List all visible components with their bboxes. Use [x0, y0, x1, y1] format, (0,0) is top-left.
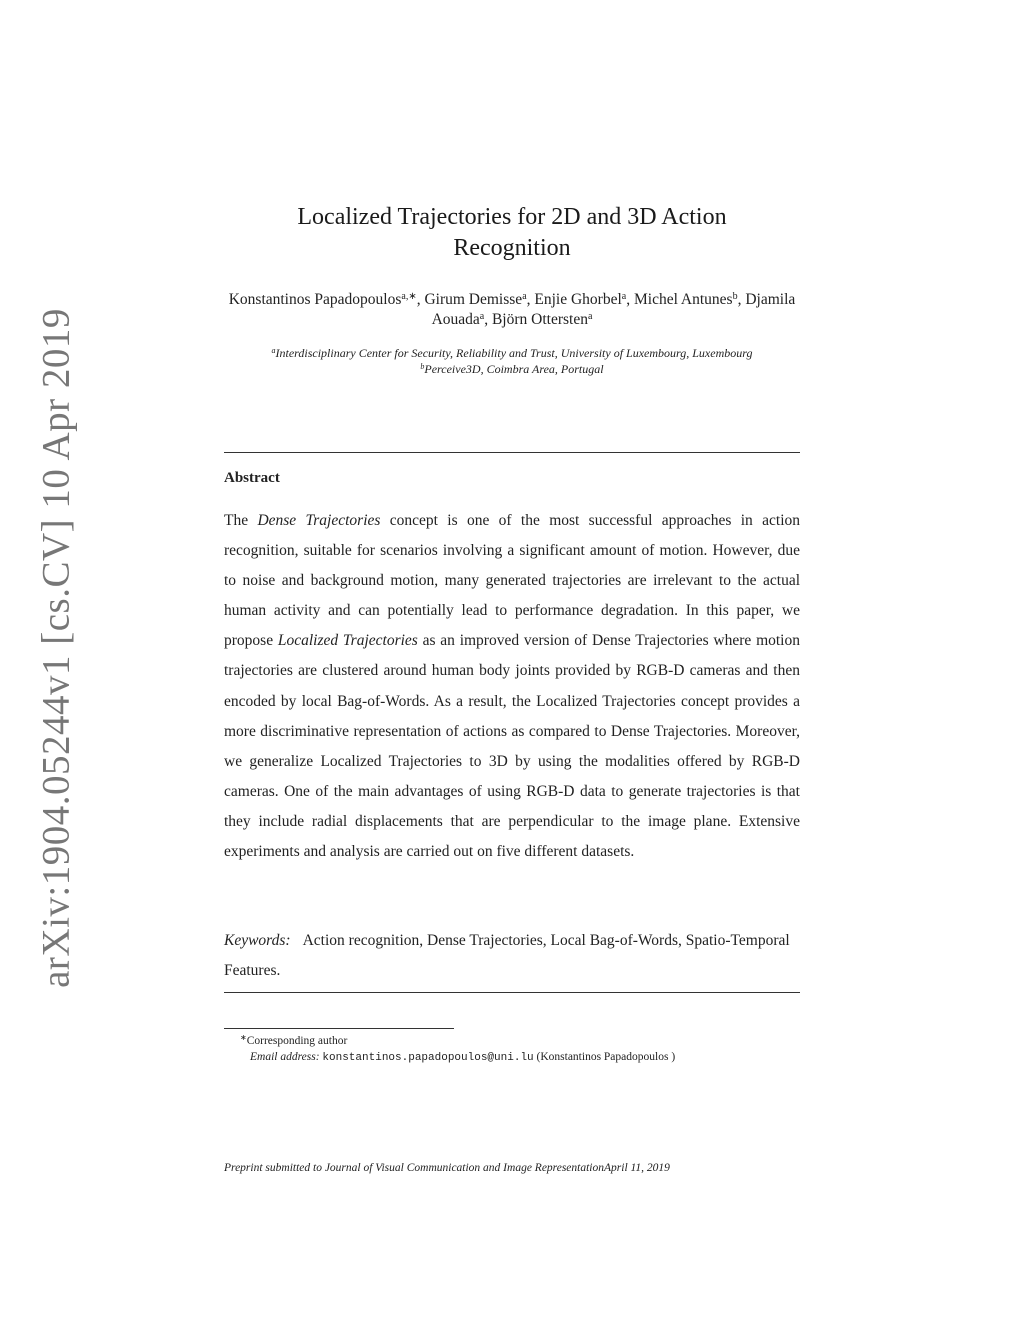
author: Michel Antunes$^b$, — [633, 291, 746, 308]
title-line-2: Recognition — [453, 235, 571, 261]
affiliations — [224, 345, 800, 377]
corresponding-author-note: ∗Corresponding author — [240, 1033, 348, 1047]
arxiv-identifier-stamp: arXiv:1904.05244v1 [cs.CV] 10 Apr 2019 — [34, 308, 78, 988]
author: Djamila Aouada$^a$, — [431, 291, 796, 328]
abstract-heading: Abstract — [224, 470, 280, 486]
keywords-label: Keywords: — [224, 932, 291, 949]
abstract-bottom-rule — [224, 992, 800, 993]
email-line: Email address: konstantinos.papadopoulos@uni.lu (Konstantinos Papadopoulos ) — [250, 1051, 676, 1064]
affiliation-b: $^b$Perceive3D, Coimbra Area, Portugal — [420, 362, 604, 376]
footnote — [240, 1033, 675, 1066]
footnote-rule — [224, 1028, 454, 1029]
paper-title — [224, 202, 800, 264]
title-line-1: Localized Trajectories for 2D and 3D Action — [297, 204, 727, 230]
abstract-top-rule — [224, 452, 800, 453]
keywords-text: Action recognition, Dense Trajectories, Local Bag-of-Words, Spatio-Temporal Features. — [224, 932, 790, 979]
affiliation-a: $^a$Interdisciplinary Center for Security, Reliability and Trust, University of Luxembourg, Luxembourg — [271, 346, 753, 360]
author-list — [224, 290, 800, 330]
author: Girum Demisse$^a$, — [424, 291, 535, 308]
author: Björn Ottersten$^a$ — [491, 311, 593, 328]
email-address[interactable]: konstantinos.papadopoulos@uni.lu — [322, 1052, 534, 1064]
author: Enjie Ghorbel$^a$, — [534, 291, 634, 308]
author: Konstantinos Papadopoulos$^{a,∗}$, — [228, 291, 425, 308]
preprint-footer: Preprint submitted to Journal of Visual Communication and Image RepresentationApril 11, 2019 — [224, 1162, 670, 1174]
keywords — [224, 926, 800, 986]
abstract-body: The Dense Trajectories concept is one of the most successful approaches in action recognition, suitable for scenarios involving a significant amount of motion. However, due to noise and background motion, many generated trajectories are irrelevant to the actual human activity and can potentially lead to performance degradation. In this paper, we propose Localized Trajectories as an improved version of Dense Trajectories where motion trajectories are clustered around human body joints provided by RGB-D cameras and then encoded by local Bag-of-Words. As a result, the Localized Trajectories concept provides a more discriminative representation of actions as compared to Dense Trajectories. Moreover, we generalize Localized Trajectories to 3D by using the modalities offered by RGB-D cameras. One of the main advantages of using RGB-D data to generate trajectories is that they include radial displacements that are perpendicular to the image plane. Extensive experiments and analysis are carried out on five different datasets. — [224, 512, 801, 861]
